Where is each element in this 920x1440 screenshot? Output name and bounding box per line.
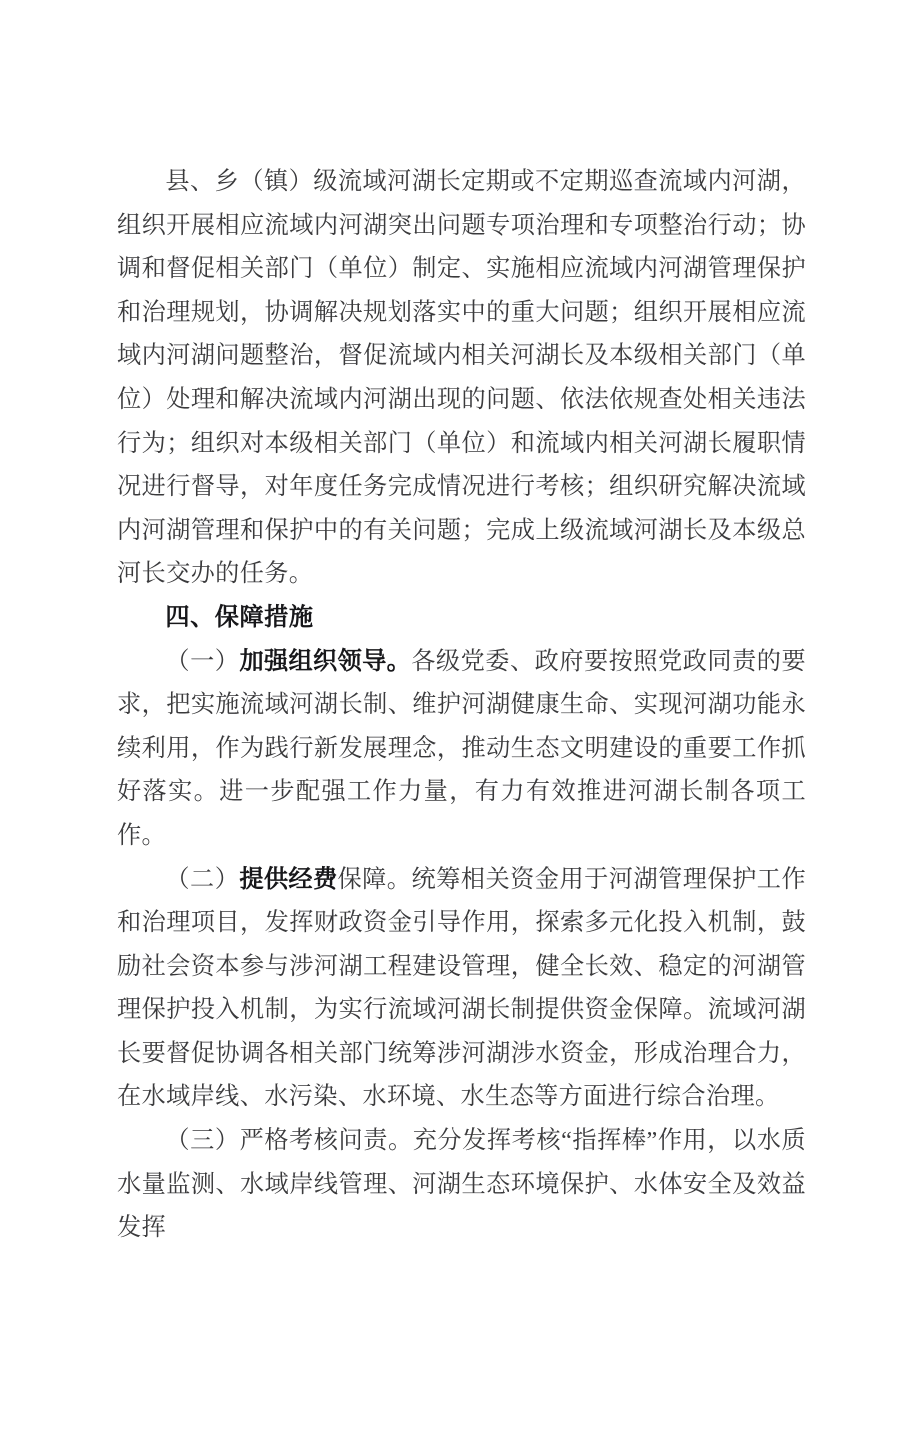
paragraph-item-3 [117,1119,806,1250]
item-3-body: 充分发挥考核“指挥棒”作用，以水质水量监测、水域岸线管理、河湖生态环境保护、水体安全及效益发挥 [117,1127,807,1242]
item-1-body: 各级党委、政府要按照党政同责的要求，把实施流域河湖长制、维护河湖健康生命、实现河湖功能永续利用，作为践行新发展理念，推动生态文明建设的重要工作抓好落实。进一步配强工作力量，有力有效推进河湖长制各项工作。 [117,647,806,849]
paragraph-river-chief-duties: 县、乡（镇）级流域河湖长定期或不定期巡查流域内河湖，组织开展相应流域内河湖突出问题专项治理和专项整治行动；协调和督促相关部门（单位）制定、实施相应流域内河湖管理保护和治理规划，协调解决规划落实中的重大问题；组织开展相应流域内河湖问题整治，督促流域内相关河湖长及本级相关部门（单位）处理和解决流域内河湖出现的问题、依法依规查处相关违法行为；组织对本级相关部门（单位）和流域内相关河湖长履职情况进行督导，对年度任务完成情况进行考核；组织研究解决流域内河湖管理和保护中的有关问题；完成上级流域河湖长及本级总河长交办的任务。 [117,168,806,588]
page-text-column [117,160,806,1440]
item-2-body: 保障。统筹相关资金用于河湖管理保护工作和治理项目，发挥财政资金引导作用，探索多元化投入机制，鼓励社会资本参与涉河湖工程建设管理，健全长效、稳定的河湖管理保护投入机制，为实行流域河湖长制提供资金保障。流域河湖长要督促协调各相关部门统筹涉河湖涉水资金，形成治理合力，在水域岸线、水污染、水环境、水生态等方面进行综合治理。 [117,865,806,1111]
item-1-enum: （一） [165,647,240,675]
paragraph-item-1 [117,640,806,858]
section-heading-safeguard-measures: 四、保障措施 [165,603,314,631]
item-1-title: 加强组织领导。 [239,647,412,675]
item-3-enum: （三） [165,1127,240,1155]
item-2-title: 提供经费 [239,865,338,893]
paragraph-item-2 [117,858,806,1120]
item-3-title: 严格考核问责。 [239,1127,413,1155]
page-bottom-whitespace [117,1250,806,1440]
item-2-enum: （二） [165,865,240,893]
